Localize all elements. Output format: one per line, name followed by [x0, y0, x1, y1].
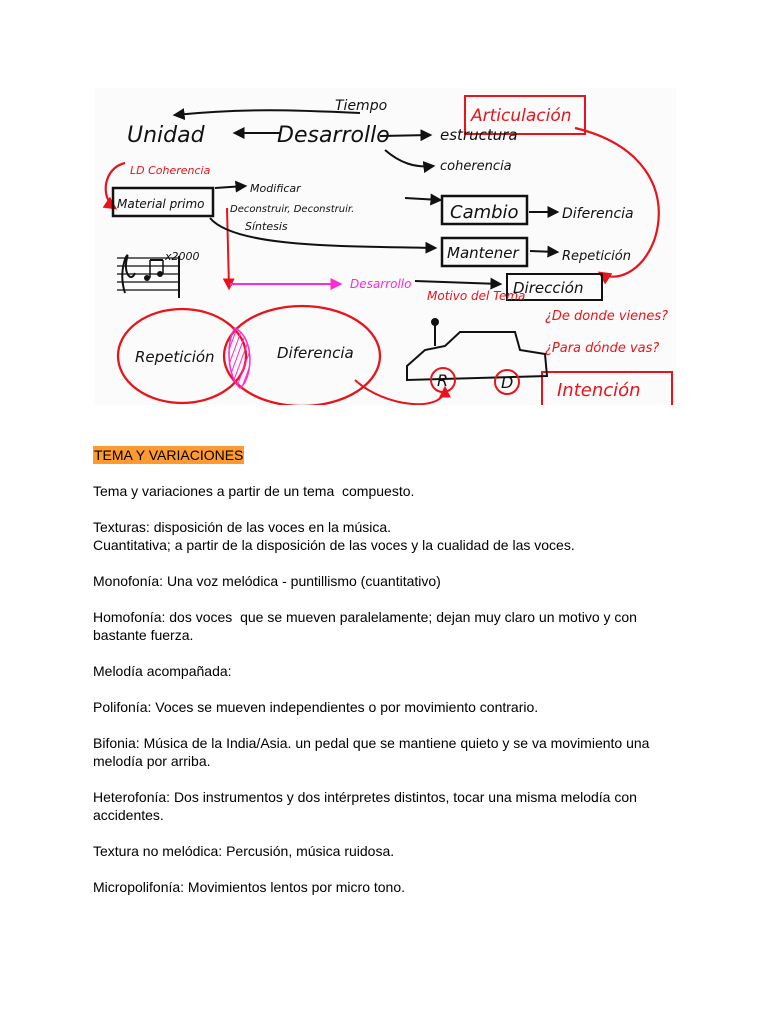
paragraph-polifonia: Polifonía: Voces se mueven independientes o por movimiento contrario.	[93, 699, 539, 715]
paragraph-textura-no-melodica: Textura no melódica: Percusión, música ruidosa.	[93, 843, 395, 859]
pink-line	[231, 284, 340, 286]
label-desarrollo: Desarrollo	[277, 123, 390, 148]
label-de-donde-vienes: ¿De donde vienes?	[545, 309, 669, 324]
paragraph-monofonia: Monofonía: Una voz melódica - puntillismo (cuantitativo)	[93, 573, 441, 589]
paragraph-micropolifonia: Micropolifonía: Movimientos lentos por micro tono.	[93, 879, 406, 895]
arrow-mantener	[210, 218, 435, 248]
label-repeticion-2: Repetición	[135, 348, 215, 366]
document-body	[93, 446, 673, 914]
label-estructura: estructura	[440, 126, 518, 144]
concept-diagram	[95, 88, 676, 405]
label-direccion: Dirección	[513, 279, 584, 297]
red-arrow-mat-down	[227, 208, 229, 288]
label-articulacion: Articulación	[471, 106, 572, 126]
label-intencion: Intención	[557, 380, 641, 401]
label-tiempo: Tiempo	[335, 98, 388, 114]
arrow-direccion	[415, 281, 500, 284]
label-motivo-del-tema: Motivo del Tema	[427, 289, 526, 303]
label-para-donde-vas: ¿Para dónde vas?	[545, 341, 660, 356]
car-sketch	[407, 319, 547, 394]
paragraph-heterofonia: Heterofonía: Dos instrumentos y dos intérpretes distintos, tocar una misma melodía con accidentes.	[93, 789, 641, 823]
label-repeticion-1: Repetición	[562, 249, 631, 264]
arrow-coherencia	[385, 150, 433, 166]
label-car-d: D	[501, 373, 514, 392]
label-coherencia: coherencia	[440, 159, 512, 174]
arrow-repeticion	[530, 251, 557, 252]
label-unidad: Unidad	[127, 123, 205, 148]
paragraph-texturas: Texturas: disposición de las voces en la música. Cuantitativa; a partir de la disposición de las voces y la cualidad de las voces.	[93, 519, 575, 553]
label-modificar: Modificar	[250, 182, 301, 195]
label-ld-coherencia: LD Coherencia	[130, 164, 211, 177]
label-x2000: x2000	[165, 250, 200, 263]
paragraph-homofonia: Homofonía: dos voces que se mueven paralelamente; dejan muy claro un motivo y con bastante fuerza.	[93, 609, 641, 643]
label-car-r: R	[437, 371, 449, 390]
paragraph-tema: Tema y variaciones a partir de un tema compuesto.	[93, 483, 415, 499]
arrow-cambio	[405, 198, 440, 200]
label-diferencia-2: Diferencia	[277, 344, 354, 362]
diagram-canvas	[95, 88, 676, 405]
arrow-tiempo	[175, 110, 360, 115]
section-heading: TEMA Y VARIACIONES	[94, 447, 244, 463]
label-sintesis: Síntesis	[245, 220, 288, 233]
arrow-modificar	[215, 186, 245, 188]
label-mantener: Mantener	[447, 244, 519, 262]
label-deconstruir: Deconstruir, Deconstruir.	[230, 204, 355, 215]
label-diferencia-1: Diferencia	[562, 206, 634, 222]
label-material-primo: Material primo	[117, 197, 205, 211]
label-cambio: Cambio	[450, 202, 519, 223]
paragraph-bifonia: Bifonia: Música de la India/Asia. un pedal que se mantiene quieto y se va movimiento una melodía por arriba.	[93, 735, 654, 769]
label-desarrollo-pink: Desarrollo	[350, 277, 412, 291]
paragraph-melodia-acompanada: Melodía acompañada:	[93, 663, 232, 679]
